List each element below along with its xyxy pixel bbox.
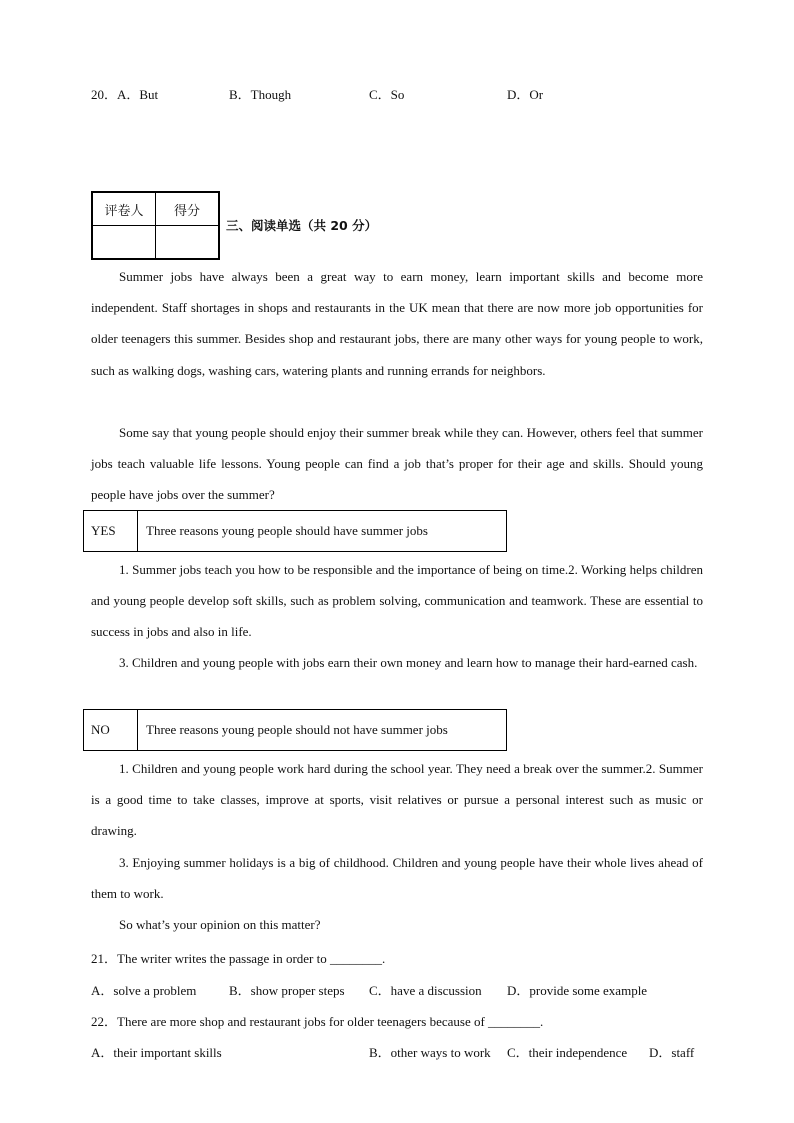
grader-cell <box>92 226 156 260</box>
yes-heading: Three reasons young people should have summer jobs <box>146 523 428 538</box>
paragraph-text: 3. Children and young people with jobs earn their own money and learn how to manage their hard-earned cash. <box>119 655 698 670</box>
no-reasons-box <box>83 709 507 751</box>
no-tag: NO <box>84 710 138 750</box>
closing-question <box>91 909 703 940</box>
q20-option-d: D．Or <box>507 87 544 102</box>
section-title: 三、阅读单选（共 20 分） <box>226 218 378 233</box>
paragraph-text: Summer jobs have always been a great way to earn money, learn important skills and become more independent. Staff shortages in shops and restaurants in the UK mean that there are now more job opportunities for older teenagers this summer. Besides shop and restaurant jobs, there are many other ways for young people to work, such as walking dogs, washing cars, watering plants and running errands for neighbors. <box>91 269 703 378</box>
paragraph-text: 1. Children and young people work hard during the school year. They need a break over the summer.2. Summer is a good time to take classes, improve at sports, visit relatives or pursue a personal interest such as music or drawing. <box>91 761 703 839</box>
q20-option-c: C．So <box>369 87 405 102</box>
yes-reasons-1-2 <box>91 554 703 648</box>
grader-table <box>91 191 220 260</box>
q22-stem: 22．There are more shop and restaurant jobs for older teenagers because of ________. <box>91 1014 544 1029</box>
yes-tag: YES <box>84 511 138 551</box>
paragraph-text: So what’s your opinion on this matter? <box>119 917 321 932</box>
yes-reasons-box <box>83 510 507 552</box>
q20-option-a: 20．A．But <box>91 87 159 102</box>
paragraph-text: Some say that young people should enjoy their summer break while they can. However, others feel that summer jobs teach valuable life lessons. Young people can find a job that’s proper for their age and skills. Should young people have jobs over the summer? <box>91 425 703 503</box>
q21-option-d: D．provide some example <box>507 983 648 998</box>
score-header: 得分 <box>156 192 220 226</box>
score-cell <box>156 226 220 260</box>
q22-option-a: A．their important skills <box>91 1045 222 1060</box>
grader-header: 评卷人 <box>92 192 156 226</box>
no-reason-3 <box>91 847 703 909</box>
q22-option-d: D．staff <box>649 1045 695 1060</box>
paragraph-text: 3. Enjoying summer holidays is a big of childhood. Children and young people have their whole lives ahead of them to work. <box>91 855 703 902</box>
passage-paragraph-2 <box>91 417 703 511</box>
q22-option-c: C．their independence <box>507 1045 628 1060</box>
q20-option-b: B．Though <box>229 87 292 102</box>
passage-paragraph-1 <box>91 261 703 386</box>
q21-option-c: C．have a discussion <box>369 983 482 998</box>
yes-reason-3 <box>91 647 703 678</box>
no-heading: Three reasons young people should not have summer jobs <box>146 722 448 737</box>
paragraph-text: 1. Summer jobs teach you how to be responsible and the importance of being on time.2. Working helps children and young people develop soft skills, such as problem solving, communication and teamwork. These are essential to success in jobs and also in life. <box>91 562 703 640</box>
q21-option-b: B．show proper steps <box>229 983 345 998</box>
no-reasons-1-2 <box>91 753 703 847</box>
q21-option-a: A．solve a problem <box>91 983 197 998</box>
q22-option-b: B．other ways to work <box>369 1045 491 1060</box>
q21-stem: 21．The writer writes the passage in order to ________. <box>91 951 386 966</box>
